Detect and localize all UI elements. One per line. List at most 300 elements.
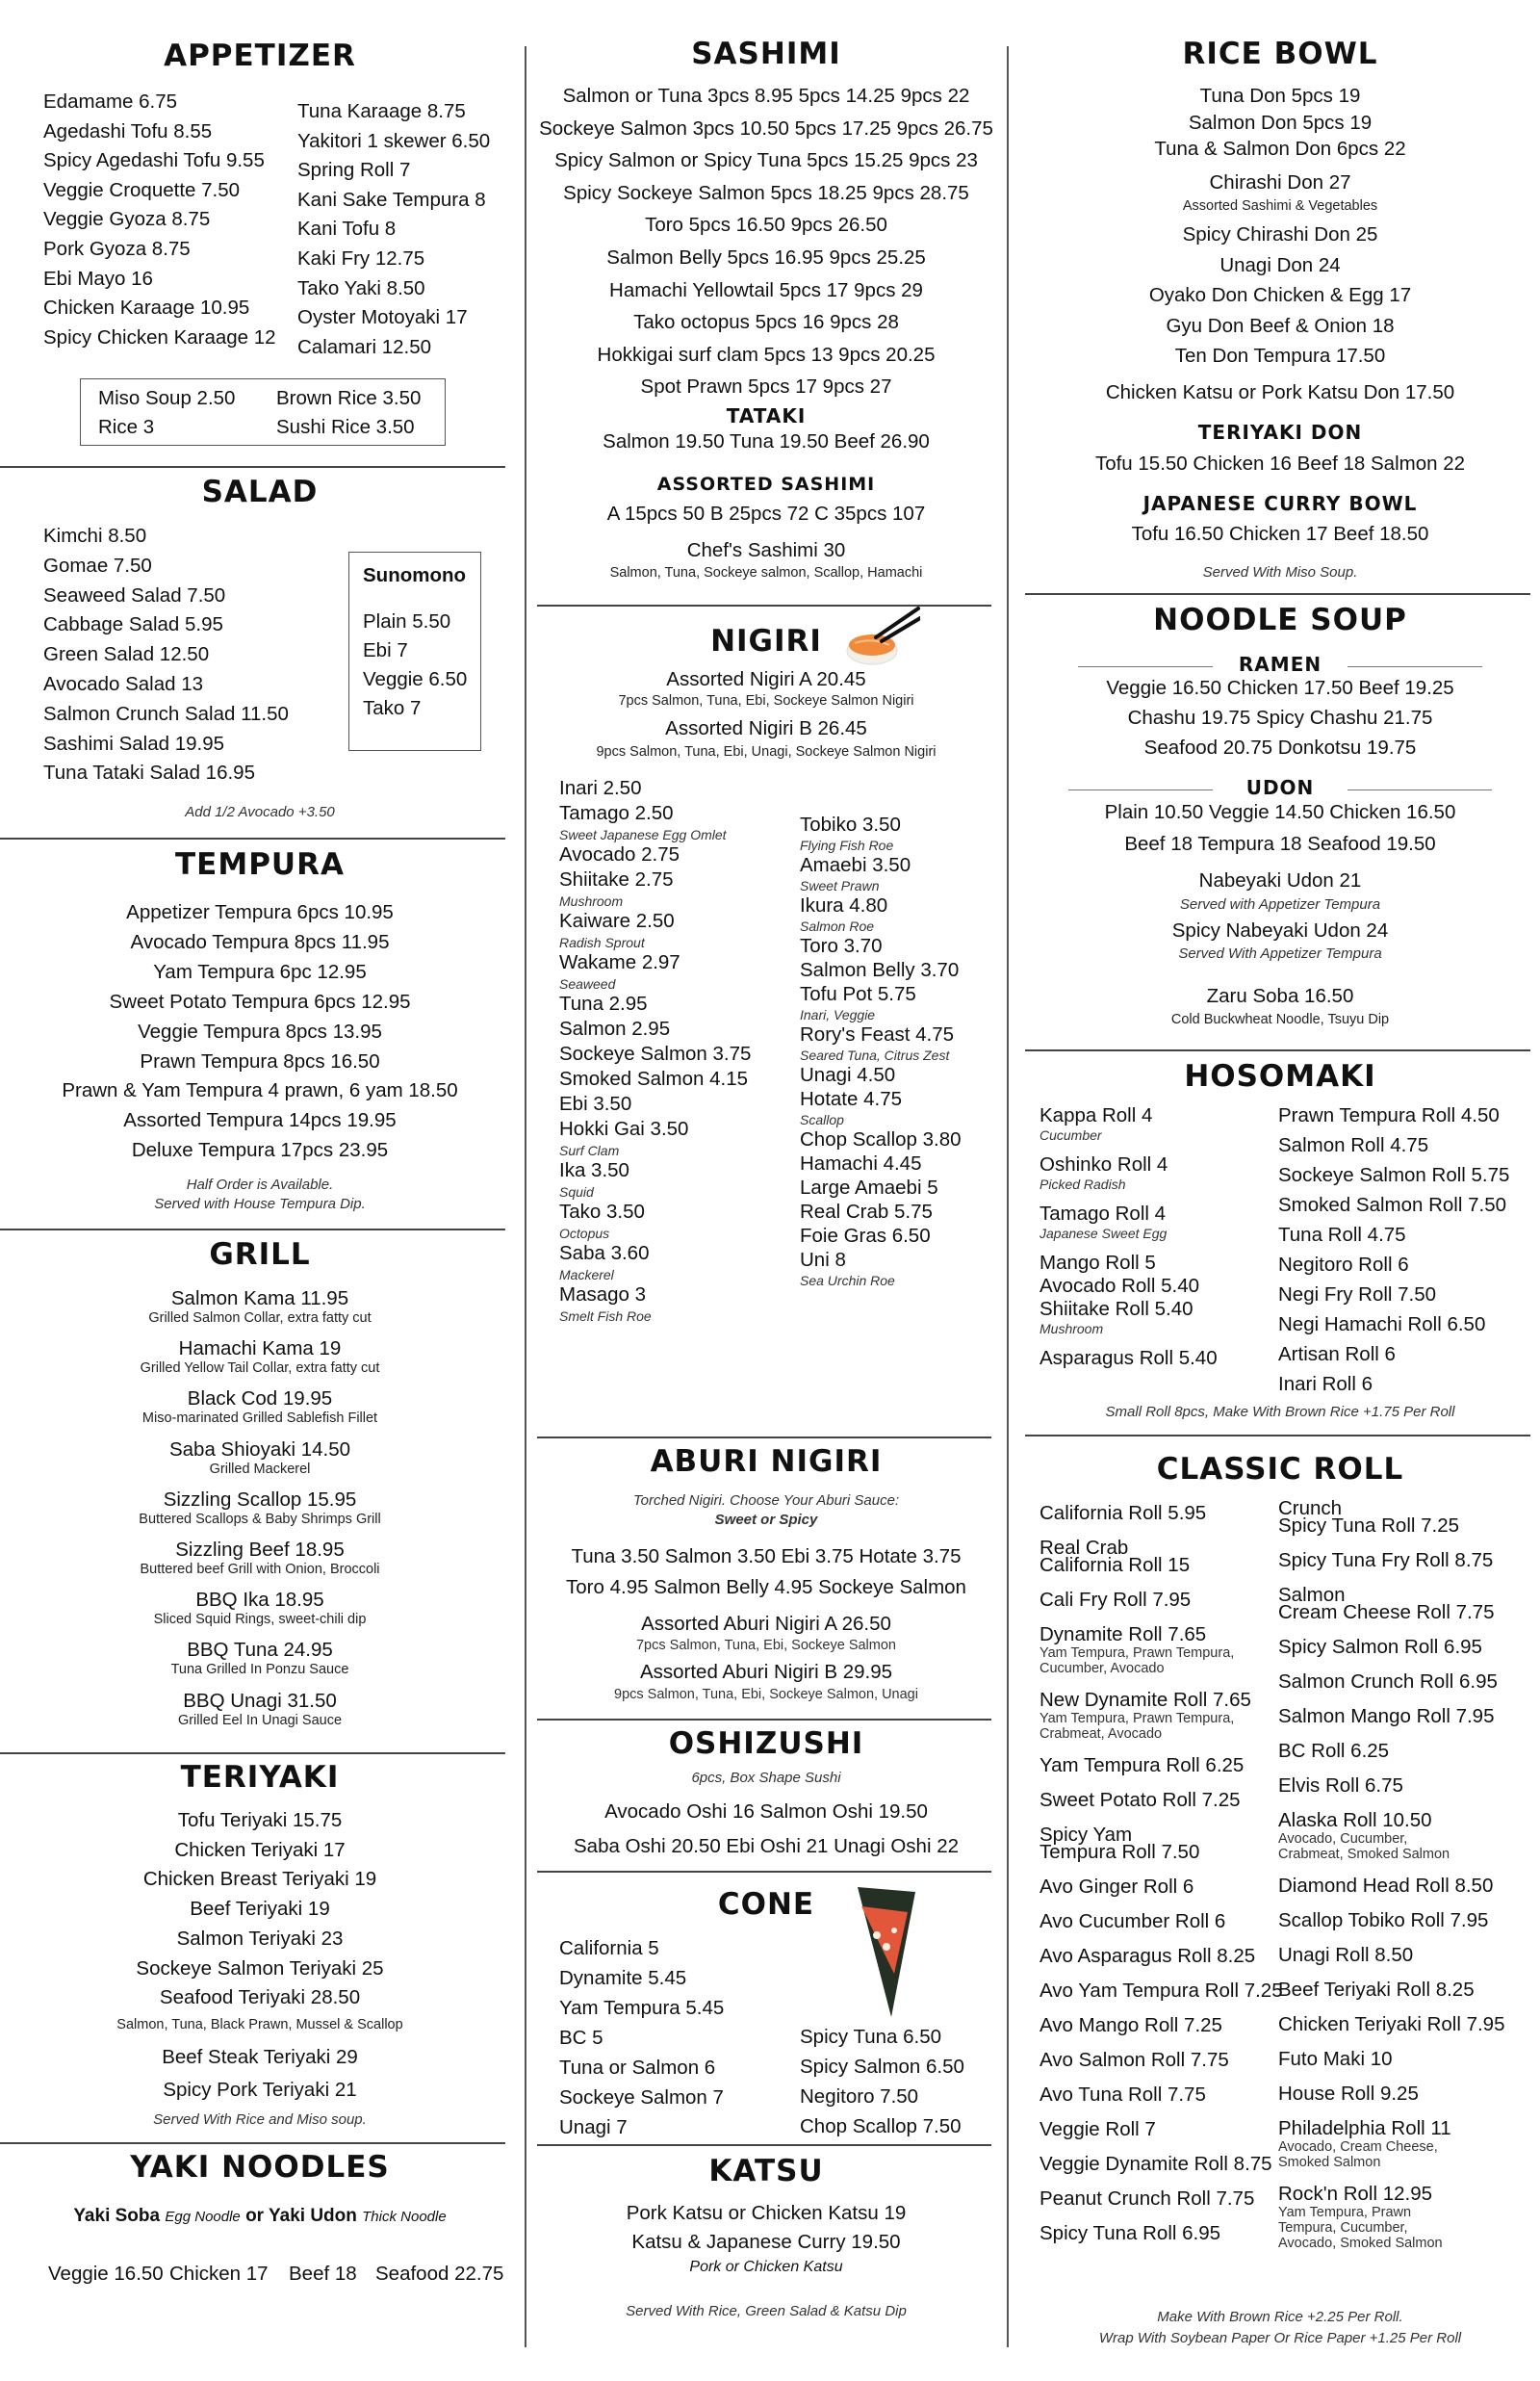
menu-item: Salmon Kama 11.95 bbox=[170, 1287, 349, 1309]
aburi-note: Sweet or Spicy bbox=[714, 1512, 818, 1528]
item-desc: Mushroom bbox=[1040, 1321, 1104, 1336]
menu-item: BBQ Unagi 31.50 bbox=[183, 1689, 337, 1712]
katsu-choice: Pork or Chicken Katsu bbox=[689, 2259, 843, 2275]
menu-item: Salmon Roll 4.75 bbox=[1278, 1134, 1429, 1156]
section-divider bbox=[1025, 1435, 1530, 1436]
udon-row: Beef 18 Tempura 18 Seafood 19.50 bbox=[1124, 833, 1436, 855]
zaru-soba-desc: Cold Buckwheat Noodle, Tsuyu Dip bbox=[1170, 1012, 1390, 1027]
menu-item: Artisan Roll 6 bbox=[1278, 1343, 1396, 1365]
section-divider bbox=[537, 2144, 991, 2146]
item-desc: Yam Tempura, Prawn Tempura, bbox=[1040, 1645, 1235, 1661]
menu-item: Tuna Tataki Salad 16.95 bbox=[43, 762, 255, 785]
nigiri-chopsticks-icon bbox=[843, 605, 920, 672]
udon-title: UDON bbox=[1245, 776, 1315, 799]
column-divider bbox=[1007, 46, 1009, 2347]
item-desc: Buttered beef Grill with Onion, Broccoli bbox=[140, 1562, 380, 1577]
menu-item: Spicy Chirashi Don 25 bbox=[1182, 223, 1378, 246]
menu-item: Avocado Salad 13 bbox=[43, 673, 204, 695]
menu-item: Avo Ginger Roll 6 bbox=[1040, 1876, 1194, 1898]
menu-item: Kani Tofu 8 bbox=[297, 218, 397, 241]
menu-item: Tako Yaki 8.50 bbox=[297, 276, 425, 299]
menu-item: Peanut Crunch Roll 7.75 bbox=[1040, 2187, 1255, 2210]
menu-item: Tamago 2.50 bbox=[559, 802, 674, 824]
salad-note: Add 1/2 Avocado +3.50 bbox=[185, 804, 335, 820]
menu-item: Kani Sake Tempura 8 bbox=[297, 188, 486, 211]
menu-item: Veggie 6.50 bbox=[363, 668, 468, 690]
oshizushi-row: Saba Oshi 20.50 Ebi Oshi 21 Unagi Oshi 22 bbox=[574, 1835, 959, 1857]
menu-item: Avo Mango Roll 7.25 bbox=[1040, 2014, 1222, 2036]
menu-item: Tobiko 3.50 bbox=[800, 814, 901, 836]
menu-item: Unagi 4.50 bbox=[800, 1064, 896, 1086]
menu-item: Chicken Teriyaki Roll 7.95 bbox=[1278, 2013, 1505, 2035]
menu-item: Seafood 22.75 bbox=[375, 2263, 504, 2285]
assorted-aburi-b-desc: 9pcs Salmon, Tuna, Ebi, Sockeye Salmon, Unagi bbox=[614, 1687, 918, 1702]
menu-item: Ebi 7 bbox=[363, 639, 408, 661]
menu-item: Cream Cheese Roll 7.75 bbox=[1278, 1601, 1495, 1623]
menu-item: Veggie Roll 7 bbox=[1040, 2118, 1156, 2140]
item-desc: Salmon Roe bbox=[800, 919, 875, 934]
item-desc: Squid bbox=[559, 1184, 594, 1200]
menu-item: Tako 3.50 bbox=[559, 1201, 645, 1223]
menu-item: Chirashi Don 27 bbox=[1209, 171, 1351, 194]
assorted-sashimi-title: ASSORTED SASHIMI bbox=[656, 474, 876, 495]
menu-item: Ikura 4.80 bbox=[800, 894, 888, 917]
menu-item: Cali Fry Roll 7.95 bbox=[1040, 1589, 1192, 1611]
menu-item: Salmon Don 5pcs 19 bbox=[1188, 111, 1373, 134]
ramen-row: Veggie 16.50 Chicken 17.50 Beef 19.25 bbox=[1106, 677, 1454, 699]
tempura-title: TEMPURA bbox=[175, 847, 345, 882]
menu-item: Hamachi Kama 19 bbox=[178, 1337, 342, 1360]
menu-item: Tamago Roll 4 bbox=[1040, 1203, 1167, 1225]
menu-item: Sizzling Scallop 15.95 bbox=[163, 1488, 357, 1511]
hosomaki-note: Small Roll 8pcs, Make With Brown Rice +1.75 Per Roll bbox=[1105, 1404, 1455, 1420]
menu-item: Salmon 2.95 bbox=[559, 1018, 671, 1040]
oshizushi-note: 6pcs, Box Shape Sushi bbox=[691, 1770, 841, 1786]
classic-note: Make With Brown Rice +2.25 Per Roll. bbox=[1157, 2309, 1403, 2325]
menu-item: Toro 5pcs 16.50 9pcs 26.50 bbox=[645, 214, 887, 237]
menu-item: Chop Scallop 3.80 bbox=[800, 1128, 962, 1151]
classic-roll-title: CLASSIC ROLL bbox=[1156, 1452, 1404, 1487]
menu-item: Avo Salmon Roll 7.75 bbox=[1040, 2049, 1229, 2071]
menu-item: Hotate 4.75 bbox=[800, 1088, 902, 1110]
item-desc: Flying Fish Roe bbox=[800, 838, 894, 853]
menu-item: Asparagus Roll 5.40 bbox=[1040, 1347, 1218, 1369]
menu-item: Sockeye Salmon 7 bbox=[559, 2086, 724, 2109]
item-desc: Mackerel bbox=[559, 1267, 614, 1282]
menu-item: Rice 3 bbox=[98, 416, 155, 438]
menu-item: Yam Tempura Roll 6.25 bbox=[1040, 1754, 1245, 1776]
item-desc: Sweet Japanese Egg Omlet bbox=[559, 827, 727, 842]
appetizer-title: APPETIZER bbox=[164, 39, 356, 73]
item-desc: Inari, Veggie bbox=[800, 1007, 876, 1022]
menu-item: California Roll 15 bbox=[1040, 1554, 1191, 1576]
assorted-sashimi-prices: A 15pcs 50 B 25pcs 72 C 35pcs 107 bbox=[606, 503, 926, 525]
column-divider bbox=[525, 46, 526, 2347]
menu-item: Philadelphia Roll 11 bbox=[1278, 2117, 1451, 2139]
menu-item: Elvis Roll 6.75 bbox=[1278, 1774, 1403, 1797]
assorted-nigiri-b: Assorted Nigiri B 26.45 bbox=[665, 717, 867, 739]
menu-item: Sashimi Salad 19.95 bbox=[43, 732, 225, 755]
tempura-note: Served with House Tempura Dip. bbox=[154, 1196, 366, 1212]
right-column bbox=[1020, 0, 1540, 2381]
menu-item: Edamame 6.75 bbox=[43, 91, 178, 113]
seafood-teriyaki-desc: Salmon, Tuna, Black Prawn, Mussel & Scallop bbox=[116, 2017, 403, 2032]
katsu-note: Served With Rice, Green Salad & Katsu Dip bbox=[626, 2303, 907, 2319]
item-desc: Crabmeat, Smoked Salmon bbox=[1278, 1847, 1450, 1862]
curry-bowl-title: JAPANESE CURRY BOWL bbox=[1142, 492, 1418, 515]
menu-item: Avocado Roll 5.40 bbox=[1040, 1275, 1200, 1297]
menu-item: Chicken Karaage 10.95 bbox=[43, 297, 250, 320]
menu-item: Negi Fry Roll 7.50 bbox=[1278, 1283, 1437, 1306]
teriyaki-don-prices: Tofu 15.50 Chicken 16 Beef 18 Salmon 22 bbox=[1094, 453, 1466, 475]
item-desc: Cucumber, Avocado bbox=[1040, 1661, 1165, 1676]
menu-item: Tuna 2.95 bbox=[559, 993, 648, 1015]
menu-item: Salmon Mango Roll 7.95 bbox=[1278, 1705, 1495, 1727]
tataki-prices: Salmon 19.50 Tuna 19.50 Beef 26.90 bbox=[603, 430, 930, 453]
menu-item: Saba Shioyaki 14.50 bbox=[168, 1437, 351, 1461]
menu-item: Sushi Rice 3.50 bbox=[276, 416, 415, 438]
classic-note: Wrap With Soybean Paper Or Rice Paper +1.25 Per Roll bbox=[1098, 2330, 1462, 2346]
item-desc: Sliced Squid Rings, sweet-chili dip bbox=[153, 1612, 367, 1628]
menu-item: Beef Teriyaki Roll 8.25 bbox=[1278, 1979, 1475, 2001]
left-column bbox=[0, 0, 520, 2381]
menu-item: Tako 7 bbox=[363, 697, 422, 719]
menu-item: Unagi 7 bbox=[559, 2116, 628, 2138]
menu-item: Saba 3.60 bbox=[559, 1242, 650, 1264]
menu-item: Prawn Tempura 8pcs 16.50 bbox=[140, 1049, 380, 1073]
menu-item: New Dynamite Roll 7.65 bbox=[1040, 1689, 1251, 1711]
menu-item: Tako octopus 5pcs 16 9pcs 28 bbox=[633, 311, 899, 334]
menu-item: Avo Asparagus Roll 8.25 bbox=[1040, 1945, 1256, 1967]
menu-item: Avo Tuna Roll 7.75 bbox=[1040, 2083, 1206, 2106]
item-desc: Yam Tempura, Prawn Tempura, bbox=[1040, 1711, 1235, 1726]
salad-title: SALAD bbox=[201, 475, 319, 509]
menu-item: Alaska Roll 10.50 bbox=[1278, 1809, 1432, 1831]
menu-item: Spicy Pork Teriyaki 21 bbox=[163, 2079, 357, 2101]
menu-item: Spicy Salmon 6.50 bbox=[800, 2056, 964, 2078]
item-desc: Avocado, Cucumber, bbox=[1278, 1831, 1408, 1847]
katsu-don: Chicken Katsu or Pork Katsu Don 17.50 bbox=[1105, 381, 1455, 403]
chef-sashimi-desc: Salmon, Tuna, Sockeye salmon, Scallop, Hamachi bbox=[609, 565, 923, 581]
menu-item: Tempura Roll 7.50 bbox=[1040, 1841, 1200, 1863]
item-desc: Grilled Yellow Tail Collar, extra fatty cut bbox=[140, 1360, 380, 1377]
menu-item: Kimchi 8.50 bbox=[43, 525, 147, 547]
menu-item: Agedashi Tofu 8.55 bbox=[43, 119, 213, 142]
menu-item: Salmon Belly 5pcs 16.95 9pcs 25.25 bbox=[606, 246, 926, 269]
menu-item: Brown Rice 3.50 bbox=[276, 387, 422, 409]
menu-item: Hamachi Yellowtail 5pcs 17 9pcs 29 bbox=[609, 278, 923, 301]
menu-item: Assorted Tempura 14pcs 19.95 bbox=[123, 1109, 397, 1132]
menu-item: Shiitake Roll 5.40 bbox=[1040, 1298, 1194, 1320]
sides-box bbox=[80, 378, 446, 446]
menu-item: Spicy Tuna 6.50 bbox=[800, 2026, 942, 2048]
menu-item: Foie Gras 6.50 bbox=[800, 1225, 931, 1247]
aburi-note: Torched Nigiri. Choose Your Aburi Sauce: bbox=[632, 1492, 900, 1509]
assorted-aburi-b: Assorted Aburi Nigiri B 29.95 bbox=[639, 1661, 893, 1683]
hosomaki-title: HOSOMAKI bbox=[1184, 1059, 1376, 1094]
item-desc: Seaweed bbox=[559, 976, 616, 992]
menu-item: Spicy Tuna Roll 6.95 bbox=[1040, 2222, 1221, 2244]
aburi-row: Tuna 3.50 Salmon 3.50 Ebi 3.75 Hotate 3.75 bbox=[571, 1545, 962, 1567]
menu-item: Ika 3.50 bbox=[559, 1159, 629, 1181]
menu-item: Spicy Agedashi Tofu 9.55 bbox=[43, 149, 265, 172]
menu-item: Hokkigai surf clam 5pcs 13 9pcs 20.25 bbox=[597, 343, 936, 366]
menu-item: Smoked Salmon 4.15 bbox=[559, 1068, 749, 1090]
menu-item: Avo Yam Tempura Roll 7.25 bbox=[1040, 1980, 1283, 2002]
item-desc: Grilled Mackerel bbox=[209, 1461, 311, 1477]
menu-item: Veggie Gyoza 8.75 bbox=[43, 208, 211, 231]
menu-item: Beef Steak Teriyaki 29 bbox=[162, 2046, 358, 2068]
menu-item: Spicy Tuna Fry Roll 8.75 bbox=[1278, 1549, 1494, 1571]
katsu-title: KATSU bbox=[708, 2154, 824, 2188]
item-desc: Scallop bbox=[800, 1112, 844, 1127]
menu-item: Kaki Fry 12.75 bbox=[297, 247, 425, 270]
menu-item: Veggie Tempura 8pcs 13.95 bbox=[138, 1020, 382, 1043]
item-desc: Avocado, Cream Cheese, bbox=[1278, 2139, 1438, 2155]
item-desc: Miso-marinated Grilled Sablefish Fillet bbox=[141, 1410, 378, 1427]
item-desc: Japanese Sweet Egg bbox=[1040, 1226, 1168, 1241]
item-desc: Seared Tuna, Citrus Zest bbox=[800, 1048, 950, 1063]
menu-item: Sockeye Salmon Teriyaki 25 bbox=[136, 1956, 384, 1980]
item-desc: Buttered Scallops & Baby Shrimps Grill bbox=[139, 1511, 381, 1527]
menu-item: Tuna Don 5pcs 19 bbox=[1199, 85, 1361, 107]
rice-bowl-title: RICE BOWL bbox=[1182, 37, 1378, 71]
menu-item: Appetizer Tempura 6pcs 10.95 bbox=[126, 901, 394, 923]
nabeyaki-desc: Served with Appetizer Tempura bbox=[1179, 896, 1381, 913]
menu-item: Pork Gyoza 8.75 bbox=[43, 238, 191, 260]
menu-item: Seaweed Salad 7.50 bbox=[43, 583, 226, 607]
menu-item: Miso Soup 2.50 bbox=[98, 387, 236, 409]
menu-item: Spicy Sockeye Salmon 5pcs 18.25 9pcs 28.75 bbox=[563, 181, 969, 204]
menu-item: Tofu Pot 5.75 bbox=[800, 983, 916, 1005]
menu-item: Spicy Tuna Roll 7.25 bbox=[1278, 1514, 1460, 1537]
yaki-noodle-choice: Yaki Soba Egg Noodle or Yaki Udon Thick Noodle bbox=[73, 2206, 447, 2226]
menu-item: Hamachi 4.45 bbox=[800, 1152, 922, 1175]
yaki-noodles-title: YAKI NOODLES bbox=[130, 2150, 390, 2185]
menu-item: California Roll 5.95 bbox=[1040, 1502, 1207, 1524]
menu-item: Sweet Potato Tempura 6pcs 12.95 bbox=[109, 990, 411, 1013]
sunomono-box bbox=[348, 552, 481, 751]
menu-item: Kaiware 2.50 bbox=[559, 910, 675, 932]
menu-item: Dynamite Roll 7.65 bbox=[1040, 1623, 1207, 1645]
menu-item: Spicy Salmon or Spicy Tuna 5pcs 15.25 9pcs 23 bbox=[554, 149, 978, 172]
item-desc: Tempura, Cucumber, bbox=[1278, 2220, 1408, 2236]
menu-item: BBQ Tuna 24.95 bbox=[187, 1639, 333, 1662]
menu-item: Deluxe Tempura 17pcs 23.95 bbox=[131, 1139, 389, 1162]
item-desc: Smoked Salmon bbox=[1278, 2155, 1381, 2170]
menu-item: Yam Tempura 5.45 bbox=[559, 1997, 725, 2019]
middle-column bbox=[535, 0, 997, 2381]
menu-item: Tuna & Salmon Don 6pcs 22 bbox=[1154, 138, 1406, 160]
section-divider bbox=[537, 1436, 991, 1438]
item-desc: Octopus bbox=[559, 1226, 610, 1241]
menu-item: Large Amaebi 5 bbox=[800, 1177, 938, 1199]
curry-bowl-prices: Tofu 16.50 Chicken 17 Beef 18.50 bbox=[1131, 523, 1429, 545]
section-divider bbox=[1025, 1049, 1530, 1051]
spicy-nabeyaki-udon: Spicy Nabeyaki Udon 24 bbox=[1171, 919, 1389, 942]
menu-item: Seafood Teriyaki 28.50 bbox=[159, 1986, 361, 2009]
nigiri-title: NIGIRI bbox=[710, 624, 822, 659]
menu-item: Spicy Yam bbox=[1040, 1824, 1133, 1846]
menu-item: Veggie 16.50 bbox=[48, 2263, 164, 2285]
assorted-aburi-a: Assorted Aburi Nigiri A 26.50 bbox=[641, 1613, 891, 1635]
tempura-note: Half Order is Available. bbox=[186, 1177, 334, 1193]
section-divider bbox=[537, 1719, 991, 1721]
menu-item: Toro 3.70 bbox=[800, 935, 883, 957]
section-divider bbox=[0, 1752, 505, 1754]
udon-row: Plain 10.50 Veggie 14.50 Chicken 16.50 bbox=[1104, 801, 1456, 823]
menu-item: Negi Hamachi Roll 6.50 bbox=[1278, 1313, 1486, 1335]
teriyaki-note: Served With Rice and Miso soup. bbox=[153, 2111, 367, 2128]
chirashi-desc: Assorted Sashimi & Vegetables bbox=[1182, 198, 1378, 214]
menu-item: Beef Teriyaki 19 bbox=[190, 1898, 330, 1921]
aburi-row: Toro 4.95 Salmon Belly 4.95 Sockeye Salmon bbox=[566, 1576, 966, 1598]
menu-item: Futo Maki 10 bbox=[1278, 2048, 1393, 2070]
section-divider bbox=[0, 1229, 505, 1230]
menu-item: Sweet Potato Roll 7.25 bbox=[1040, 1789, 1241, 1811]
menu-item: Sockeye Salmon 3.75 bbox=[559, 1043, 752, 1065]
menu-item: Avocado Tempura 8pcs 11.95 bbox=[130, 930, 390, 953]
menu-item: Prawn Tempura Roll 4.50 bbox=[1278, 1104, 1500, 1126]
assorted-nigiri-a: Assorted Nigiri A 20.45 bbox=[666, 668, 866, 690]
item-desc: Grilled Eel In Unagi Sauce bbox=[177, 1712, 343, 1728]
menu-item: Shiitake 2.75 bbox=[559, 868, 674, 891]
menu-item: Inari 2.50 bbox=[559, 777, 642, 799]
menu-item: Tuna Karaage 8.75 bbox=[297, 100, 466, 122]
menu-item: Diamond Head Roll 8.50 bbox=[1278, 1875, 1494, 1897]
menu-item: Spring Roll 7 bbox=[297, 159, 411, 182]
section-divider bbox=[537, 1871, 991, 1873]
menu-item: Negitoro Roll 6 bbox=[1278, 1254, 1409, 1276]
section-divider bbox=[0, 466, 505, 468]
menu-item: Smoked Salmon Roll 7.50 bbox=[1278, 1194, 1507, 1216]
item-desc: Cucumber bbox=[1040, 1127, 1102, 1143]
menu-item: Unagi Roll 8.50 bbox=[1278, 1944, 1414, 1966]
assorted-nigiri-b-desc: 9pcs Salmon, Tuna, Ebi, Unagi, Sockeye Salmon Nigiri bbox=[596, 744, 937, 760]
menu-item: Gyu Don Beef & Onion 18 bbox=[1166, 314, 1395, 337]
menu-item: Masago 3 bbox=[559, 1283, 647, 1306]
menu-item: Oyster Motoyaki 17 bbox=[297, 306, 468, 329]
noodle-soup-title: NOODLE SOUP bbox=[1153, 603, 1407, 637]
menu-item: BC Roll 6.25 bbox=[1278, 1740, 1390, 1762]
menu-item: Chicken Breast Teriyaki 19 bbox=[142, 1868, 377, 1891]
menu-item: Salmon Crunch Roll 6.95 bbox=[1278, 1670, 1498, 1693]
menu-item: Cabbage Salad 5.95 bbox=[43, 613, 223, 636]
section-divider bbox=[0, 838, 505, 840]
assorted-aburi-a-desc: 7pcs Salmon, Tuna, Ebi, Sockeye Salmon bbox=[635, 1638, 896, 1653]
menu-item: Sockeye Salmon Roll 5.75 bbox=[1278, 1164, 1510, 1186]
menu-item: Beef 18 bbox=[289, 2263, 357, 2285]
menu-item: Ebi 3.50 bbox=[559, 1093, 632, 1115]
rice-bowl-note: Served With Miso Soup. bbox=[1202, 564, 1358, 581]
menu-item: Hokki Gai 3.50 bbox=[559, 1118, 689, 1140]
hand-roll-icon bbox=[848, 1877, 925, 2022]
menu-item: Rock'n Roll 12.95 bbox=[1278, 2183, 1433, 2205]
item-desc: Crabmeat, Avocado bbox=[1040, 1726, 1163, 1742]
menu-item: Salmon bbox=[1278, 1584, 1346, 1606]
menu-item: House Roll 9.25 bbox=[1278, 2083, 1419, 2105]
item-desc: Picked Radish bbox=[1040, 1177, 1126, 1192]
menu-item: Scallop Tobiko Roll 7.95 bbox=[1278, 1909, 1489, 1931]
ramen-row: Chashu 19.75 Spicy Chashu 21.75 bbox=[1127, 707, 1433, 729]
menu-item: Avocado 2.75 bbox=[559, 843, 680, 866]
menu-item: BC 5 bbox=[559, 2027, 603, 2049]
item-desc: Sea Urchin Roe bbox=[800, 1273, 895, 1288]
item-desc: Tuna Grilled In Ponzu Sauce bbox=[170, 1662, 349, 1678]
menu-item: Ebi Mayo 16 bbox=[43, 267, 153, 290]
menu-item: Yakitori 1 skewer 6.50 bbox=[297, 129, 491, 152]
menu-item: Veggie Croquette 7.50 bbox=[43, 178, 241, 201]
menu-item: Gomae 7.50 bbox=[43, 554, 152, 577]
menu-item: Real Crab bbox=[1040, 1537, 1129, 1559]
oshizushi-row: Avocado Oshi 16 Salmon Oshi 19.50 bbox=[604, 1800, 928, 1823]
menu-item: Chop Scallop 7.50 bbox=[800, 2115, 962, 2137]
menu-item: Salmon Teriyaki 23 bbox=[176, 1927, 344, 1950]
item-desc: Sweet Prawn bbox=[800, 878, 880, 893]
menu-item: Prawn & Yam Tempura 4 prawn, 6 yam 18.50 bbox=[62, 1079, 458, 1102]
menu-item: Spicy Chicken Karaage 12 bbox=[43, 325, 276, 349]
item-desc: Avocado, Smoked Salmon bbox=[1278, 2236, 1443, 2251]
cone-title: CONE bbox=[717, 1887, 815, 1922]
teriyaki-don-title: TERIYAKI DON bbox=[1197, 421, 1363, 444]
menu-item: Rory's Feast 4.75 bbox=[800, 1023, 955, 1046]
ramen-row: Seafood 20.75 Donkotsu 19.75 bbox=[1143, 737, 1417, 759]
menu-item: Salmon Belly 3.70 bbox=[800, 959, 960, 981]
menu-item: Oshinko Roll 4 bbox=[1040, 1153, 1168, 1176]
ramen-title: RAMEN bbox=[1238, 653, 1322, 676]
menu-item: Tuna Roll 4.75 bbox=[1278, 1224, 1406, 1246]
menu-item: Oyako Don Chicken & Egg 17 bbox=[1148, 284, 1412, 306]
zaru-soba: Zaru Soba 16.50 bbox=[1206, 985, 1354, 1007]
menu-item: Pork Katsu or Chicken Katsu 19 bbox=[626, 2202, 907, 2224]
menu-item: Kappa Roll 4 bbox=[1040, 1104, 1153, 1126]
item-desc: Grilled Salmon Collar, extra fatty cut bbox=[148, 1310, 372, 1326]
menu-item: Tuna or Salmon 6 bbox=[559, 2057, 716, 2079]
chef-sashimi: Chef's Sashimi 30 bbox=[686, 539, 846, 561]
menu-item: Plain 5.50 bbox=[363, 610, 451, 633]
section-divider bbox=[537, 605, 991, 607]
menu-item: Inari Roll 6 bbox=[1278, 1373, 1373, 1395]
menu-item: Wakame 2.97 bbox=[559, 951, 680, 973]
menu-item: Dynamite 5.45 bbox=[559, 1967, 687, 1989]
section-divider bbox=[1025, 593, 1530, 595]
oshizushi-title: OSHIZUSHI bbox=[668, 1726, 864, 1761]
item-desc: Smelt Fish Roe bbox=[559, 1308, 652, 1324]
item-desc: Mushroom bbox=[559, 893, 624, 909]
aburi-nigiri-title: ABURI NIGIRI bbox=[650, 1444, 883, 1479]
sashimi-title: SASHIMI bbox=[691, 37, 841, 71]
item-desc: Radish Sprout bbox=[559, 935, 645, 950]
nabeyaki-udon: Nabeyaki Udon 21 bbox=[1198, 869, 1362, 892]
section-divider bbox=[0, 2142, 505, 2144]
menu-item: Ten Don Tempura 17.50 bbox=[1174, 345, 1386, 367]
menu-item: Calamari 12.50 bbox=[297, 335, 432, 358]
menu-item: Mango Roll 5 bbox=[1040, 1252, 1156, 1274]
menu-item: Unagi Don 24 bbox=[1219, 253, 1341, 276]
spicy-nabeyaki-desc: Served With Appetizer Tempura bbox=[1178, 945, 1382, 962]
menu-item: Amaebi 3.50 bbox=[800, 854, 911, 876]
menu-item: Salmon or Tuna 3pcs 8.95 5pcs 14.25 9pcs 22 bbox=[562, 85, 970, 107]
menu-item: Uni 8 bbox=[800, 1249, 846, 1271]
menu-item: Negitoro 7.50 bbox=[800, 2085, 919, 2108]
item-desc: Yam Tempura, Prawn bbox=[1278, 2205, 1412, 2220]
menu-item: Chicken Teriyaki 17 bbox=[174, 1838, 346, 1861]
menu-item: Sockeye Salmon 3pcs 10.50 5pcs 17.25 9pcs 26.75 bbox=[539, 116, 993, 140]
menu-item: BBQ Ika 18.95 bbox=[195, 1589, 324, 1612]
menu-item: Green Salad 12.50 bbox=[43, 643, 210, 666]
menu-item: Chicken 17 bbox=[169, 2263, 269, 2285]
menu-item: California 5 bbox=[559, 1937, 659, 1959]
